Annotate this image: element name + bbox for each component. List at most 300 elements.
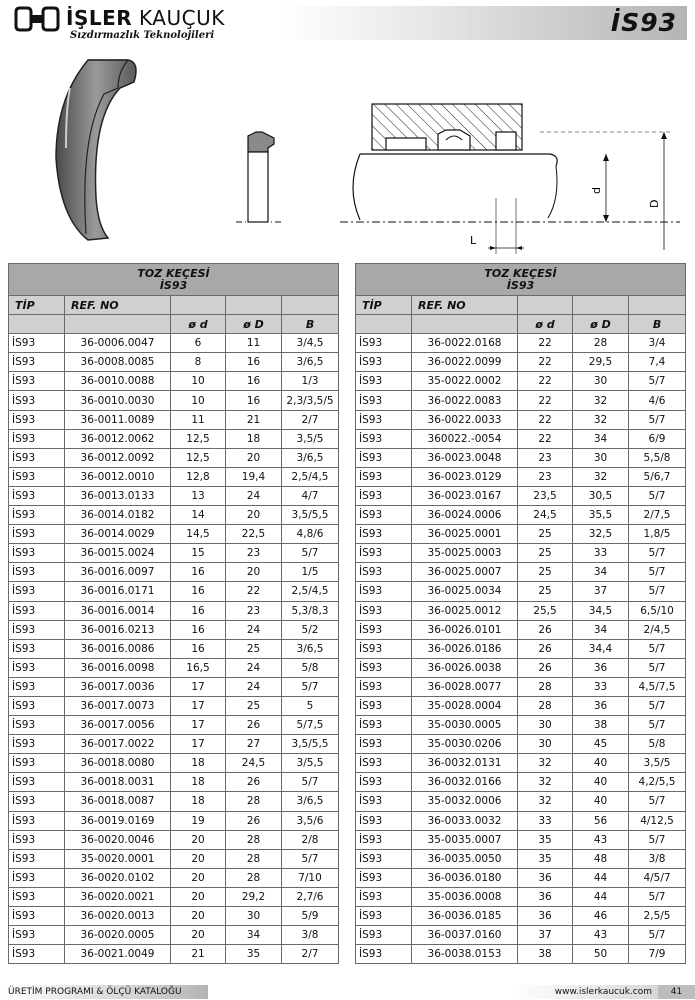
cell-ref-no: 35-0028.0004 xyxy=(412,696,518,715)
cell-width: 5/7 xyxy=(629,563,686,582)
cell-width: 3,5/5 xyxy=(282,429,339,448)
table-row xyxy=(356,353,686,372)
cell-width: 3/4 xyxy=(629,334,686,353)
cell-outer-diameter: 38 xyxy=(573,716,629,735)
cell-ref-no: 36-0018.0080 xyxy=(65,754,171,773)
cell-outer-diameter: 35 xyxy=(226,945,282,964)
cell-inner-diameter: 14,5 xyxy=(171,525,226,544)
cell-outer-diameter: 16 xyxy=(226,372,282,391)
cell-outer-diameter: 34,4 xyxy=(573,639,629,658)
table-header-row xyxy=(356,296,686,315)
cell-outer-diameter: 18 xyxy=(226,429,282,448)
cell-width: 5/7 xyxy=(629,544,686,563)
cell-ref-no: 36-0016.0097 xyxy=(65,563,171,582)
cell-tip: İS93 xyxy=(356,907,412,926)
cell-tip: İS93 xyxy=(356,716,412,735)
table-row xyxy=(356,391,686,410)
cell-outer-diameter: 26 xyxy=(226,811,282,830)
cell-inner-diameter: 17 xyxy=(171,735,226,754)
cell-outer-diameter: 24 xyxy=(226,620,282,639)
cell-width: 5/6,7 xyxy=(629,467,686,486)
cell-outer-diameter: 20 xyxy=(226,563,282,582)
table-row xyxy=(9,410,339,429)
table-row xyxy=(9,754,339,773)
cell-inner-diameter: 16 xyxy=(171,563,226,582)
cell-inner-diameter: 13 xyxy=(171,486,226,505)
cell-inner-diameter: 28 xyxy=(518,677,573,696)
cell-ref-no: 360022.-0054 xyxy=(412,429,518,448)
cell-width: 5,5/8 xyxy=(629,448,686,467)
cell-inner-diameter: 20 xyxy=(171,926,226,945)
cell-outer-diameter: 34 xyxy=(573,563,629,582)
cell-inner-diameter: 16 xyxy=(171,639,226,658)
cell-outer-diameter: 44 xyxy=(573,887,629,906)
cell-outer-diameter: 56 xyxy=(573,811,629,830)
cell-outer-diameter: 29,2 xyxy=(226,887,282,906)
cell-inner-diameter: 21 xyxy=(171,945,226,964)
cell-inner-diameter: 16 xyxy=(171,601,226,620)
cell-tip: İS93 xyxy=(9,830,65,849)
cell-outer-diameter: 28 xyxy=(226,849,282,868)
cell-outer-diameter: 28 xyxy=(226,792,282,811)
cell-ref-no: 36-0026.0101 xyxy=(412,620,518,639)
cell-tip: İS93 xyxy=(9,544,65,563)
cell-width: 5/7 xyxy=(629,639,686,658)
cell-tip: İS93 xyxy=(9,620,65,639)
cell-ref-no: 35-0030.0206 xyxy=(412,735,518,754)
cell-ref-no: 36-0016.0171 xyxy=(65,582,171,601)
cell-inner-diameter: 22 xyxy=(518,372,573,391)
col-D-header: ø D xyxy=(573,315,629,334)
cell-tip: İS93 xyxy=(9,735,65,754)
cell-tip: İS93 xyxy=(356,773,412,792)
product-code: İS93 xyxy=(610,8,677,37)
cell-ref-no: 35-0036.0008 xyxy=(412,887,518,906)
cell-width: 2,5/5 xyxy=(629,907,686,926)
table-title: TOZ KEÇESİ İS93 xyxy=(356,264,686,296)
cell-tip: İS93 xyxy=(9,887,65,906)
cell-tip: İS93 xyxy=(9,429,65,448)
cell-outer-diameter: 34,5 xyxy=(573,601,629,620)
cell-outer-diameter: 26 xyxy=(226,773,282,792)
cell-ref-no: 36-0022.0168 xyxy=(412,334,518,353)
table-row xyxy=(9,907,339,926)
cell-inner-diameter: 24,5 xyxy=(518,506,573,525)
table-row xyxy=(9,429,339,448)
cell-outer-diameter: 28 xyxy=(573,334,629,353)
table-row xyxy=(9,887,339,906)
table-row xyxy=(9,868,339,887)
cell-width: 5/7 xyxy=(282,773,339,792)
cell-inner-diameter: 8 xyxy=(171,353,226,372)
cell-ref-no: 36-0012.0010 xyxy=(65,467,171,486)
cell-ref-no: 36-0017.0073 xyxy=(65,696,171,715)
cell-ref-no: 36-0021.0049 xyxy=(65,945,171,964)
cell-inner-diameter: 35 xyxy=(518,830,573,849)
cell-ref-no: 36-0023.0048 xyxy=(412,448,518,467)
cell-inner-diameter: 18 xyxy=(171,754,226,773)
table-row xyxy=(9,448,339,467)
col-ref-header: REF. NO xyxy=(65,296,171,315)
cell-outer-diameter: 40 xyxy=(573,792,629,811)
cell-tip: İS93 xyxy=(9,353,65,372)
table-row xyxy=(9,735,339,754)
cell-width: 4/6 xyxy=(629,391,686,410)
cell-outer-diameter: 32 xyxy=(573,391,629,410)
cell-width: 4,5/7,5 xyxy=(629,677,686,696)
cell-width: 2,5/4,5 xyxy=(282,467,339,486)
cell-inner-diameter: 35 xyxy=(518,849,573,868)
cell-ref-no: 36-0019.0169 xyxy=(65,811,171,830)
table-row xyxy=(9,639,339,658)
cell-tip: İS93 xyxy=(9,582,65,601)
table-row xyxy=(9,811,339,830)
cell-outer-diameter: 48 xyxy=(573,849,629,868)
cell-tip: İS93 xyxy=(356,887,412,906)
cell-ref-no: 36-0020.0013 xyxy=(65,907,171,926)
table-row xyxy=(356,887,686,906)
cell-width: 5/8 xyxy=(629,735,686,754)
cell-ref-no: 36-0008.0085 xyxy=(65,353,171,372)
cell-width: 5/9 xyxy=(282,907,339,926)
cell-width: 1,8/5 xyxy=(629,525,686,544)
cell-inner-diameter: 32 xyxy=(518,792,573,811)
cell-ref-no: 36-0017.0056 xyxy=(65,716,171,735)
cell-width: 5/7 xyxy=(629,658,686,677)
cell-ref-no: 36-0036.0180 xyxy=(412,868,518,887)
table-row xyxy=(356,486,686,505)
cell-outer-diameter: 44 xyxy=(573,868,629,887)
cell-width: 5/7 xyxy=(629,582,686,601)
cell-outer-diameter: 40 xyxy=(573,773,629,792)
cell-outer-diameter: 21 xyxy=(226,410,282,429)
cell-inner-diameter: 26 xyxy=(518,639,573,658)
cell-outer-diameter: 25 xyxy=(226,639,282,658)
cell-inner-diameter: 20 xyxy=(171,868,226,887)
table-row xyxy=(356,334,686,353)
table-header-row xyxy=(9,296,339,315)
cell-outer-diameter: 30 xyxy=(226,907,282,926)
table-row xyxy=(356,849,686,868)
cell-width: 5/7 xyxy=(629,486,686,505)
col-d-header: ø d xyxy=(171,315,226,334)
cell-inner-diameter: 32 xyxy=(518,773,573,792)
table-row xyxy=(9,620,339,639)
cell-inner-diameter: 12,5 xyxy=(171,448,226,467)
table-row xyxy=(9,506,339,525)
table-row xyxy=(9,391,339,410)
cell-tip: İS93 xyxy=(356,372,412,391)
table-row xyxy=(356,811,686,830)
cell-ref-no: 35-0025.0003 xyxy=(412,544,518,563)
cell-width: 5/2 xyxy=(282,620,339,639)
cell-outer-diameter: 25 xyxy=(226,696,282,715)
cell-tip: İS93 xyxy=(356,563,412,582)
cell-outer-diameter: 34 xyxy=(573,429,629,448)
cell-inner-diameter: 25 xyxy=(518,563,573,582)
cell-outer-diameter: 36 xyxy=(573,658,629,677)
cell-outer-diameter: 43 xyxy=(573,830,629,849)
table-subheader-row xyxy=(356,315,686,334)
cell-inner-diameter: 22 xyxy=(518,391,573,410)
cell-inner-diameter: 22 xyxy=(518,353,573,372)
cell-outer-diameter: 27 xyxy=(226,735,282,754)
table-row xyxy=(9,658,339,677)
cell-width: 5/7,5 xyxy=(282,716,339,735)
cell-outer-diameter: 45 xyxy=(573,735,629,754)
cell-tip: İS93 xyxy=(9,486,65,505)
cell-inner-diameter: 20 xyxy=(171,830,226,849)
table-row xyxy=(356,372,686,391)
dimension-table-left xyxy=(8,263,339,964)
cell-tip: İS93 xyxy=(356,410,412,429)
table-row xyxy=(9,696,339,715)
table-row xyxy=(356,582,686,601)
table-row xyxy=(356,868,686,887)
table-row xyxy=(356,601,686,620)
cell-inner-diameter: 17 xyxy=(171,677,226,696)
cell-ref-no: 36-0022.0099 xyxy=(412,353,518,372)
cell-width: 6,5/10 xyxy=(629,601,686,620)
cell-ref-no: 36-0035.0050 xyxy=(412,849,518,868)
cell-outer-diameter: 37 xyxy=(573,582,629,601)
cell-inner-diameter: 36 xyxy=(518,868,573,887)
cell-width: 2/7 xyxy=(282,945,339,964)
cell-ref-no: 36-0018.0087 xyxy=(65,792,171,811)
cell-ref-no: 36-0016.0098 xyxy=(65,658,171,677)
cell-ref-no: 36-0015.0024 xyxy=(65,544,171,563)
table-row xyxy=(356,506,686,525)
cell-tip: İS93 xyxy=(356,391,412,410)
cell-outer-diameter: 24 xyxy=(226,658,282,677)
cell-width: 3/6,5 xyxy=(282,448,339,467)
cell-width: 5/7 xyxy=(629,830,686,849)
cell-tip: İS93 xyxy=(9,601,65,620)
cell-outer-diameter: 34 xyxy=(573,620,629,639)
table-row xyxy=(356,429,686,448)
col-ref-header: REF. NO xyxy=(412,296,518,315)
cell-inner-diameter: 26 xyxy=(518,658,573,677)
seal-3d-render xyxy=(56,60,136,240)
cell-ref-no: 36-0022.0083 xyxy=(412,391,518,410)
cell-outer-diameter: 26 xyxy=(226,716,282,735)
cell-outer-diameter: 28 xyxy=(226,830,282,849)
cell-width: 5/7 xyxy=(629,716,686,735)
table-row xyxy=(356,448,686,467)
cell-ref-no: 35-0030.0005 xyxy=(412,716,518,735)
cell-ref-no: 36-0012.0062 xyxy=(65,429,171,448)
cell-width: 3,5/6 xyxy=(282,811,339,830)
cell-ref-no: 36-0036.0185 xyxy=(412,907,518,926)
cell-ref-no: 36-0020.0102 xyxy=(65,868,171,887)
cell-tip: İS93 xyxy=(9,525,65,544)
cell-width: 1/3 xyxy=(282,372,339,391)
table-row xyxy=(9,849,339,868)
cell-tip: İS93 xyxy=(9,849,65,868)
cell-ref-no: 36-0014.0029 xyxy=(65,525,171,544)
cell-tip: İS93 xyxy=(356,448,412,467)
seal-profile-drawing xyxy=(236,132,284,222)
cell-width: 5/7 xyxy=(629,696,686,715)
table-row xyxy=(356,696,686,715)
cell-width: 7/9 xyxy=(629,945,686,964)
product-code-banner xyxy=(280,6,687,40)
cell-ref-no: 36-0020.0021 xyxy=(65,887,171,906)
table-row xyxy=(9,601,339,620)
table-row xyxy=(9,926,339,945)
cell-ref-no: 36-0026.0186 xyxy=(412,639,518,658)
cell-width: 5/8 xyxy=(282,658,339,677)
cell-ref-no: 36-0023.0129 xyxy=(412,467,518,486)
cell-tip: İS93 xyxy=(9,334,65,353)
cell-ref-no: 36-0032.0131 xyxy=(412,754,518,773)
cell-inner-diameter: 36 xyxy=(518,907,573,926)
table-row xyxy=(9,716,339,735)
col-tip-header: TİP xyxy=(9,296,65,315)
cell-outer-diameter: 35,5 xyxy=(573,506,629,525)
cell-ref-no: 36-0014.0182 xyxy=(65,506,171,525)
cell-width: 3/8 xyxy=(629,849,686,868)
cell-outer-diameter: 28 xyxy=(226,868,282,887)
cell-tip: İS93 xyxy=(9,639,65,658)
cell-tip: İS93 xyxy=(9,926,65,945)
cell-tip: İS93 xyxy=(356,467,412,486)
seal-assembly-drawing xyxy=(340,104,680,254)
cell-outer-diameter: 11 xyxy=(226,334,282,353)
cell-ref-no: 36-0022.0033 xyxy=(412,410,518,429)
cell-inner-diameter: 20 xyxy=(171,907,226,926)
col-B-header: B xyxy=(282,315,339,334)
cell-outer-diameter: 34 xyxy=(226,926,282,945)
cell-inner-diameter: 28 xyxy=(518,696,573,715)
cell-width: 3,5/5,5 xyxy=(282,735,339,754)
cell-tip: İS93 xyxy=(9,677,65,696)
company-logo xyxy=(14,6,254,46)
cell-width: 3/6,5 xyxy=(282,792,339,811)
cell-inner-diameter: 25 xyxy=(518,582,573,601)
cell-width: 5,3/8,3 xyxy=(282,601,339,620)
cell-width: 3/5,5 xyxy=(282,754,339,773)
cell-ref-no: 36-0013.0133 xyxy=(65,486,171,505)
cell-outer-diameter: 22,5 xyxy=(226,525,282,544)
cell-tip: İS93 xyxy=(9,868,65,887)
table-row xyxy=(356,410,686,429)
cell-inner-diameter: 22 xyxy=(518,334,573,353)
col-B-header: B xyxy=(629,315,686,334)
table-row xyxy=(9,334,339,353)
cell-inner-diameter: 36 xyxy=(518,887,573,906)
table-row xyxy=(356,945,686,964)
cell-inner-diameter: 20 xyxy=(171,849,226,868)
cell-outer-diameter: 33 xyxy=(573,677,629,696)
cell-ref-no: 35-0020.0001 xyxy=(65,849,171,868)
table-row xyxy=(356,773,686,792)
cell-tip: İS93 xyxy=(356,429,412,448)
cell-inner-diameter: 12,5 xyxy=(171,429,226,448)
brand-tagline: Sızdırmazlık Teknolojileri xyxy=(70,30,215,41)
cell-tip: İS93 xyxy=(9,773,65,792)
cell-width: 3/6,5 xyxy=(282,639,339,658)
cell-width: 5/7 xyxy=(629,410,686,429)
cell-ref-no: 36-0025.0007 xyxy=(412,563,518,582)
table-row xyxy=(9,563,339,582)
table-row xyxy=(9,525,339,544)
cell-ref-no: 36-0010.0030 xyxy=(65,391,171,410)
cell-tip: İS93 xyxy=(9,467,65,486)
cell-ref-no: 36-0017.0022 xyxy=(65,735,171,754)
table-row xyxy=(9,372,339,391)
cell-outer-diameter: 32 xyxy=(573,467,629,486)
cell-width: 4/5/7 xyxy=(629,868,686,887)
cell-width: 6/9 xyxy=(629,429,686,448)
cell-inner-diameter: 20 xyxy=(171,887,226,906)
col-D-header: ø D xyxy=(226,315,282,334)
cell-width: 2/8 xyxy=(282,830,339,849)
cell-tip: İS93 xyxy=(9,658,65,677)
table-row xyxy=(9,830,339,849)
cell-ref-no: 36-0006.0047 xyxy=(65,334,171,353)
cell-inner-diameter: 6 xyxy=(171,334,226,353)
cell-inner-diameter: 14 xyxy=(171,506,226,525)
cell-tip: İS93 xyxy=(356,811,412,830)
cell-width: 2,7/6 xyxy=(282,887,339,906)
cell-width: 2,5/4,5 xyxy=(282,582,339,601)
cell-outer-diameter: 19,4 xyxy=(226,467,282,486)
cell-tip: İS93 xyxy=(9,563,65,582)
cell-ref-no: 35-0035.0007 xyxy=(412,830,518,849)
cell-ref-no: 36-0020.0005 xyxy=(65,926,171,945)
table-row xyxy=(356,658,686,677)
cell-ref-no: 36-0038.0153 xyxy=(412,945,518,964)
cell-inner-diameter: 18 xyxy=(171,792,226,811)
cell-width: 3/8 xyxy=(282,926,339,945)
table-title-row xyxy=(356,264,686,296)
cell-width: 7/10 xyxy=(282,868,339,887)
table-row xyxy=(356,563,686,582)
cell-inner-diameter: 23 xyxy=(518,448,573,467)
table-row xyxy=(356,907,686,926)
dimension-label-D: D xyxy=(648,199,661,208)
cell-tip: İS93 xyxy=(356,792,412,811)
table-row xyxy=(356,544,686,563)
cell-outer-diameter: 32 xyxy=(573,410,629,429)
table-row xyxy=(356,735,686,754)
table-row xyxy=(356,926,686,945)
cell-width: 4,8/6 xyxy=(282,525,339,544)
cell-outer-diameter: 22 xyxy=(226,582,282,601)
cell-outer-diameter: 40 xyxy=(573,754,629,773)
cell-outer-diameter: 36 xyxy=(573,696,629,715)
cell-tip: İS93 xyxy=(356,754,412,773)
cell-outer-diameter: 32,5 xyxy=(573,525,629,544)
cell-inner-diameter: 11 xyxy=(171,410,226,429)
cell-inner-diameter: 25 xyxy=(518,525,573,544)
cell-tip: İS93 xyxy=(9,410,65,429)
cell-width: 3/4,5 xyxy=(282,334,339,353)
cell-inner-diameter: 12,8 xyxy=(171,467,226,486)
col-d-header: ø d xyxy=(518,315,573,334)
cell-outer-diameter: 24 xyxy=(226,486,282,505)
cell-width: 4/12,5 xyxy=(629,811,686,830)
cell-ref-no: 36-0016.0086 xyxy=(65,639,171,658)
table-row xyxy=(9,677,339,696)
cell-ref-no: 36-0032.0166 xyxy=(412,773,518,792)
footer-website-link[interactable]: www.islerkaucuk.com xyxy=(512,985,658,999)
cell-ref-no: 36-0012.0092 xyxy=(65,448,171,467)
cell-inner-diameter: 10 xyxy=(171,372,226,391)
cell-tip: İS93 xyxy=(356,677,412,696)
cell-tip: İS93 xyxy=(9,391,65,410)
